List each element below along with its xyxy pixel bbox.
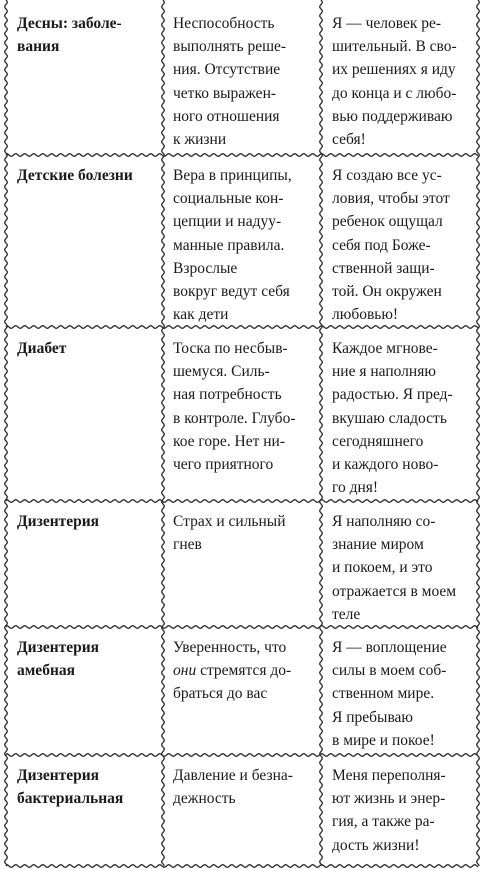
probable-cause: Страх и сильный гнев xyxy=(173,513,286,554)
cause-text: Уверенность, что xyxy=(173,639,287,656)
probable-cause: Неспособность выполнять реше- ния. Отсутствие четко выражен- ного отношения к жизни xyxy=(173,15,287,149)
probable-cause: Вера в принципы, социальные кон- цепции и надуу- манные правила. Взрослые вокруг ведут себя как дети xyxy=(173,167,292,324)
column-divider xyxy=(320,0,323,866)
affirmation: Я — воплощение силы в моем соб- ственном мире. Я пребываю в мире и покое! xyxy=(332,639,447,749)
affirmation: Меня переполня- ют жизнь и энер- гия, а также ра- дость жизни! xyxy=(332,767,446,854)
probable-cause: Давление и безна- дежность xyxy=(173,767,293,808)
row-divider xyxy=(6,626,478,629)
affirmation: Я создаю все ус- ловия, чтобы этот ребенок ощущал себя под Боже- ственной защи- той. Он окружен любовью! xyxy=(332,167,450,324)
cause-text: стремятся до- браться до вас xyxy=(173,662,292,703)
affirmation: Я — человек ре- шительный. В сво- их решениях я иду до конца и с любо- вью поддерживаю себя! xyxy=(332,15,457,149)
affirmation: Каждое мгнове- ние я наполняю радостью. Я пред- вкушаю сладость сегодняшнего и каждого ново- го дня! xyxy=(332,340,453,497)
disease-name: Десны: заболе- вания xyxy=(17,15,122,56)
disease-name: Дизентерия xyxy=(17,513,100,530)
probable-cause: Тоска по несбыв- шемуся. Силь- ная потребность в контроле. Глубо- кое горе. Нет ни- чего приятного xyxy=(173,340,296,474)
disease-name: Детские болезни xyxy=(17,167,133,184)
row-divider xyxy=(6,154,478,157)
disease-name: Дизентерия амебная xyxy=(17,639,100,680)
column-divider xyxy=(162,0,165,866)
disease-name: Дизентерия бактериальная xyxy=(17,767,124,808)
row-divider xyxy=(6,500,478,503)
affirmation: Я наполняю со- знание миром и покоем, и это отражается в моем теле xyxy=(332,513,457,623)
disease-name: Диабет xyxy=(17,340,67,357)
table-border-bottom xyxy=(6,865,478,868)
cause-emphasis: они xyxy=(173,662,197,680)
row-divider xyxy=(6,754,478,757)
table-border-right xyxy=(477,0,480,866)
table-border-left xyxy=(5,0,8,866)
probable-cause xyxy=(173,636,291,706)
